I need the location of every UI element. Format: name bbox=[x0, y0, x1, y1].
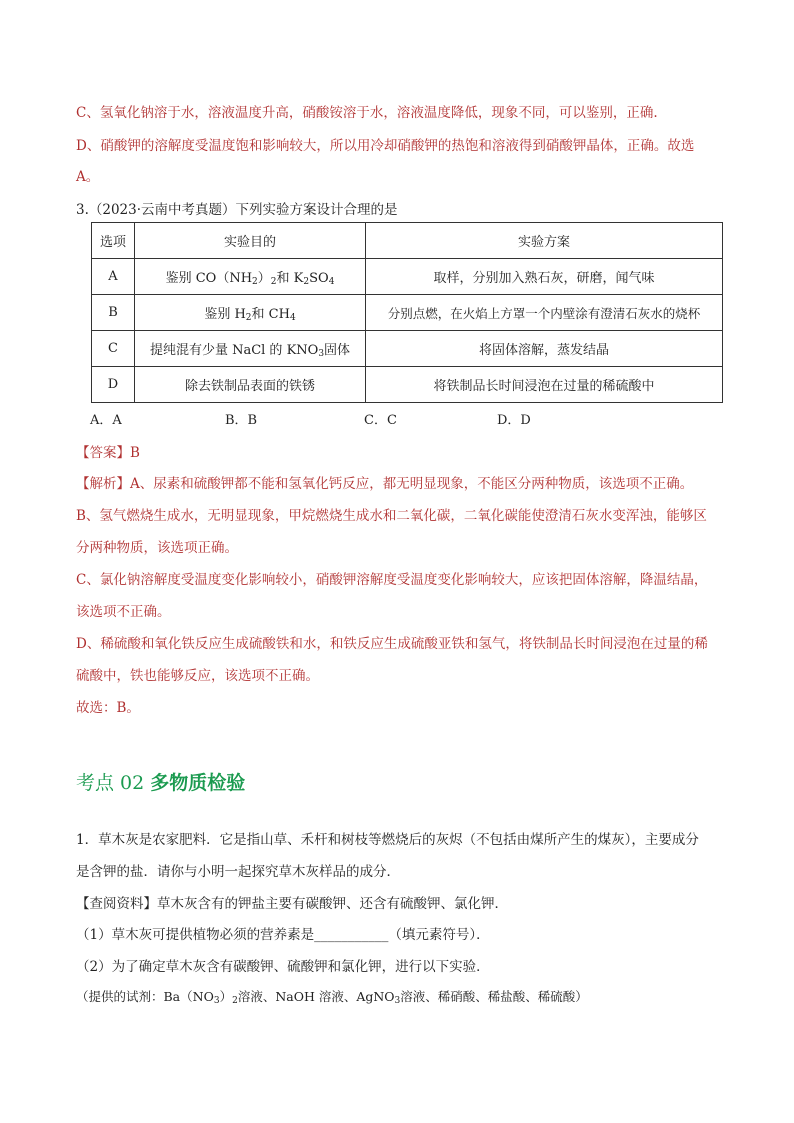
row-plan: 分别点燃，在火焰上方罩一个内壁涂有澄清石灰水的烧杯 bbox=[366, 295, 723, 331]
table-row bbox=[92, 331, 723, 367]
row-aim: 提纯混有少量 NaCl 的 $KNO_3$固体 bbox=[135, 331, 366, 367]
header-plan: 实验方案 bbox=[366, 223, 723, 259]
analysis-a: 【解析】A、尿素和硫酸钾都不能和氢氧化钙反应，都无明显现象，不能区分两种物质，该选项不正确。 bbox=[76, 476, 694, 492]
analysis-line-d: D、硝酸钾的溶解度受温度饱和影响较大，所以用冷却硝酸钾的热饱和溶液得到硝酸钾晶体，正确。故选 bbox=[76, 138, 695, 154]
analysis-line-d-cont: A。 bbox=[76, 169, 100, 185]
analysis-b-cont: 分两种物质，该选项正确。 bbox=[76, 540, 238, 556]
table-row bbox=[92, 259, 723, 295]
section-heading: 考点 02 多物质检验 bbox=[76, 772, 246, 794]
analysis-tag: 【解析】 bbox=[76, 476, 130, 492]
header-option: 选项 bbox=[92, 223, 135, 259]
question-1-line-1: 1．草木灰是农家肥料．它是指山草、禾杆和树枝等燃烧后的灰烬（不包括由煤所产生的煤灰），主要成分 bbox=[76, 832, 699, 848]
analysis-c-cont: 该选项不正确。 bbox=[76, 604, 171, 620]
table-row bbox=[92, 295, 723, 331]
experiment-plan-table bbox=[91, 222, 723, 403]
row-option: A bbox=[92, 259, 135, 295]
header-aim: 实验目的 bbox=[135, 223, 366, 259]
row-aim: 鉴别 $H_2$和 $CH_4$ bbox=[135, 295, 366, 331]
question-1-line-2: 是含钾的盐．请你与小明一起探究草木灰样品的成分． bbox=[76, 864, 400, 880]
question-3-stem: 3.（2023·云南中考真题）下列实验方案设计合理的是 bbox=[76, 202, 398, 218]
answer-tag: 【答案】 bbox=[76, 445, 130, 461]
table-header-row bbox=[92, 223, 723, 259]
reagents-list: （提供的试剂：$Ba(NO_3)_2$溶液、NaOH 溶液、AgNO$_3$溶液、稀硝酸、稀盐酸、稀硫酸） bbox=[76, 989, 588, 1006]
row-aim: 除去铁制品表面的铁锈 bbox=[135, 367, 366, 403]
sub-question-1: （1）草木灰可提供植物必须的营养素是___________（填元素符号）． bbox=[76, 927, 490, 943]
choice-d: D．D bbox=[497, 413, 531, 428]
choice-c: C．C bbox=[364, 413, 397, 428]
row-plan: 取样，分别加入熟石灰，研磨，闻气味 bbox=[366, 259, 723, 295]
analysis-line-c: C、氢氧化钠溶于水，溶液温度升高，硝酸铵溶于水，溶液温度降低，现象不同，可以鉴别，正确. bbox=[76, 105, 658, 121]
row-option: C bbox=[92, 331, 135, 367]
analysis-d: D、稀硫酸和氧化铁反应生成硫酸铁和水，和铁反应生成硫酸亚铁和氢气，将铁制品长时间浸泡在过量的稀 bbox=[76, 636, 708, 652]
choice-b: B．B bbox=[225, 413, 258, 428]
choice-a: A．A bbox=[90, 413, 122, 428]
analysis-c: C、氯化钠溶解度受温度变化影响较小，硝酸钾溶解度受温度变化影响较大，应该把固体溶解，降温结晶， bbox=[76, 572, 708, 588]
row-option: D bbox=[92, 367, 135, 403]
analysis-d-cont: 硫酸中，铁也能够反应，该选项不正确。 bbox=[76, 668, 319, 684]
row-plan: 将固体溶解，蒸发结晶 bbox=[366, 331, 723, 367]
row-aim: 鉴别 $CO(NH_2)_2$和 $K_2SO_4$ bbox=[135, 259, 366, 295]
table-row bbox=[92, 367, 723, 403]
answer-blank: ___________ bbox=[314, 927, 389, 943]
conclusion: 故选：B。 bbox=[76, 700, 140, 716]
answer-line bbox=[76, 441, 140, 461]
answer-value: B bbox=[130, 445, 140, 461]
row-option: B bbox=[92, 295, 135, 331]
row-plan: 将铁制品长时间浸泡在过量的稀硫酸中 bbox=[366, 367, 723, 403]
reference-info: 【查阅资料】草木灰含有的钾盐主要有碳酸钾、还含有硫酸钾、氯化钾． bbox=[76, 896, 508, 912]
sub-question-2: （2）为了确定草木灰含有碳酸钾、硫酸钾和氯化钾，进行以下实验． bbox=[76, 959, 490, 975]
analysis-b: B、氢气燃烧生成水，无明显现象，甲烷燃烧生成水和二氧化碳，二氧化碳能使澄清石灰水变浑浊，能够区 bbox=[76, 508, 707, 524]
